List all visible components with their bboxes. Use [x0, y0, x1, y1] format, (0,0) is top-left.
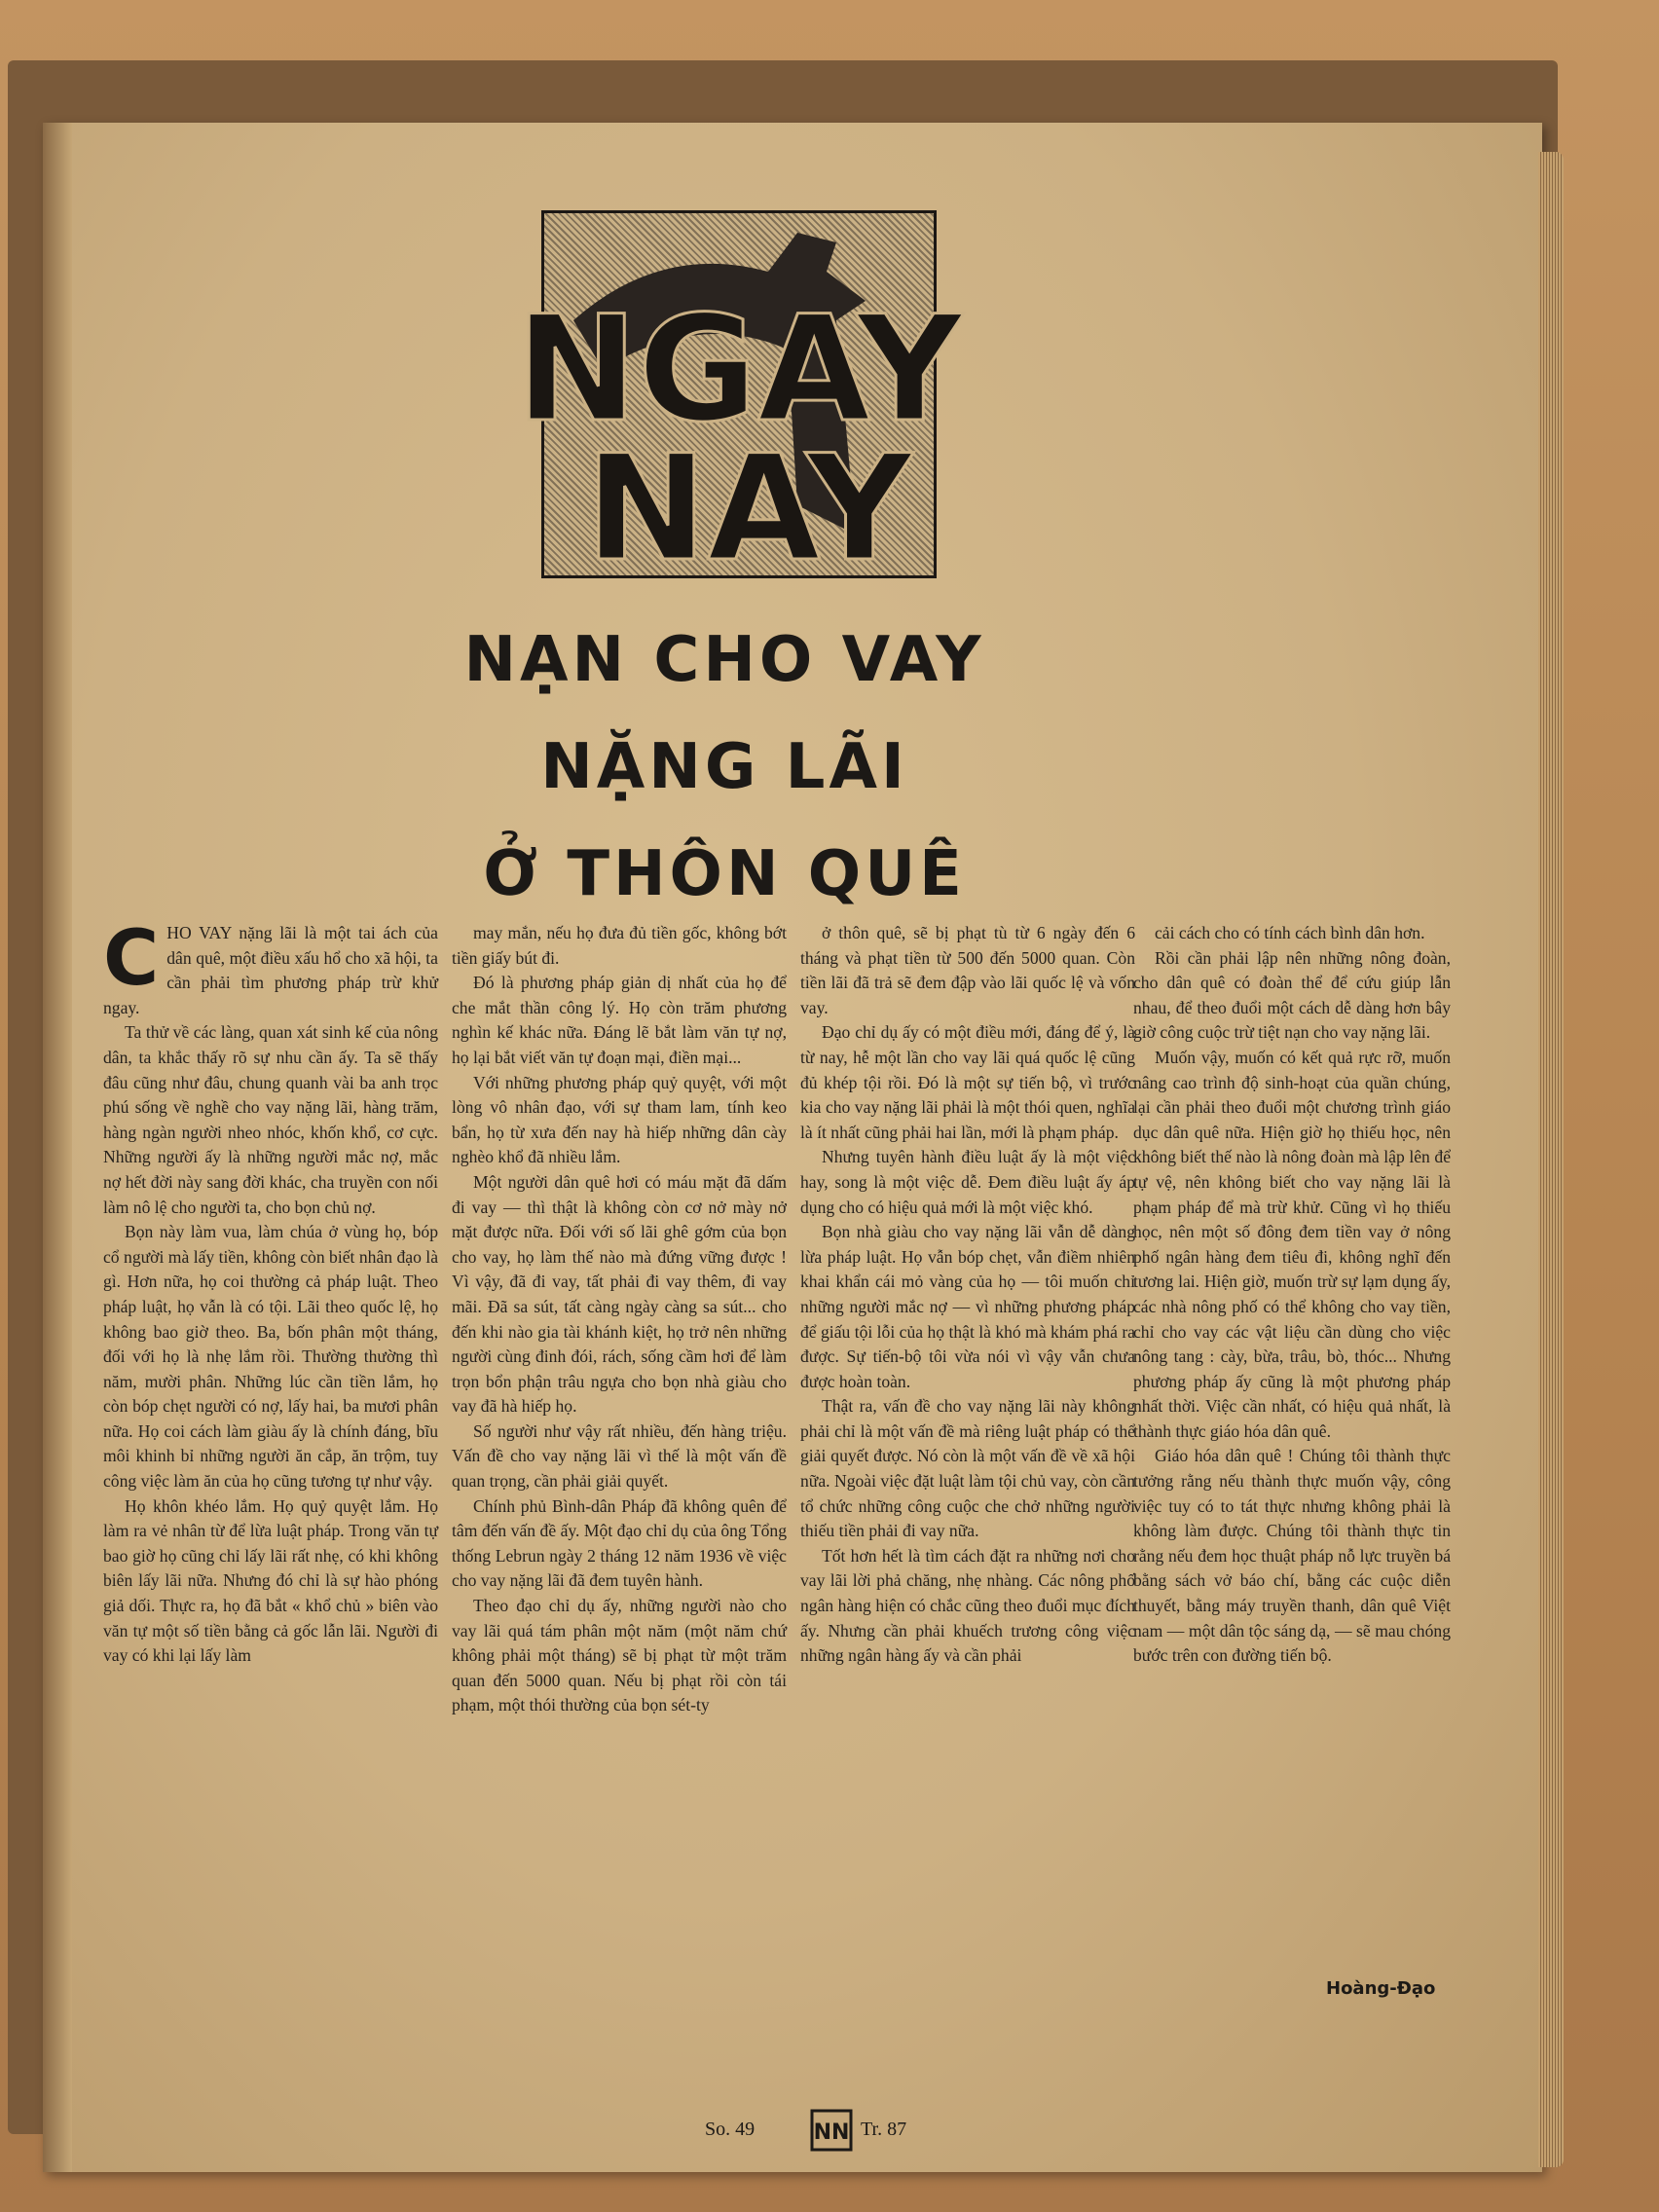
article-paragraph: Nhưng tuyên hành điều luật ấy là một việc hay, song là một việc dễ. Đem điều luật ấy áp dụng cho có hiệu quả mới là một việc khó.	[800, 1147, 1135, 1217]
page-footer	[705, 2109, 958, 2152]
article-paragraph: Thật ra, vấn đề cho vay nặng lãi này không phải chỉ là một vấn đề mà riêng luật pháp có thể giải quyết được. Nó còn là một vấn đề về xã hội nữa. Ngoài việc đặt luật làm tội chủ vay, còn cần tổ chức những công cuộc che chở những người thiếu tiền phải đi vay nữa.	[800, 1396, 1135, 1541]
article-paragraph: Giáo hóa dân quê ! Chúng tôi thành thực tưởng rằng nếu thành thực muốn vậy, công việc tuy có to tát thực nhưng không phải là không làm được. Chúng tôi thành thực tin rằng nếu đem học thuật pháp nỗ lực truyền bá bằng sách vở báo chí, bằng các cuộc diễn thuyết, bằng máy truyền thanh, dân quê Việt nam — một dân tộc sáng dạ, — sẽ mau chóng bước trên con đường tiến bộ.	[1133, 1446, 1451, 1666]
drop-cap: C	[103, 915, 160, 1003]
headline-line-2: NẶNG LÃI	[540, 731, 908, 803]
article-paragraph: Với những phương pháp quỷ quyệt, với một lòng vô nhân đạo, với sự tham lam, tính keo bẩn, họ từ xưa đến nay hà hiếp những dân cày nghèo khổ đã nhiều lắm.	[452, 1072, 787, 1167]
article-column-4	[1133, 921, 1451, 1669]
article-column-2	[452, 921, 787, 1718]
page-binding	[43, 123, 72, 2172]
article-paragraph: Một người dân quê hơi có máu mặt đã dấm đi vay — thì thật là không còn cơ nở mày nở mặt được nữa. Đối với số lãi ghê gớm của bọn cho vay, họ làm thế nào mà đứng vững được ! Vì vậy, đã đi vay, tất phải đi vay thêm, đi vay mãi. Đã sa sút, tất càng ngày càng sa sút... cho đến khi nào gia tài khánh kiệt, họ trở nên những người cùng đinh đói, rách, sống cầm hơi để làm trọn bổn phận trâu ngựa cho bọn nhà giàu cho vay đã hà hiếp họ.	[452, 1171, 787, 1417]
eagle-emblem-icon	[515, 213, 963, 594]
article-paragraph: may mắn, nếu họ đưa đủ tiền gốc, không bớt tiền giấy bút đi.	[452, 923, 787, 968]
article-paragraph: HO VAY nặng lãi là một tai ách của dân quê, một điều xấu hổ cho xã hội, ta cần phải tìm phương pháp trừ khử ngay.	[103, 923, 438, 1017]
article-paragraph: Chính phủ Bình-dân Pháp đã không quên để tâm đến vấn đề ấy. Một đạo chỉ dụ của ông Tổng thống Lebrun ngày 2 tháng 12 năm 1936 về việc cho vay nặng lãi đã đem tuyên hành.	[452, 1495, 787, 1591]
article-paragraph: Muốn vậy, muốn có kết quả rực rỡ, muốn nâng cao trình độ sinh-hoạt của quần chúng, lại cần phải theo đuổi một chương trình giáo dục dân quê nữa. Hiện giờ họ thiếu học, nên không biết thế nào là nông đoàn mà lập lên để tự vệ, nên không biết cho vay nặng lãi là phạm pháp để mà trừ khử. Cũng vì họ thiếu học, nên một số đông đem tiền vay ở nông phố ngân hàng đem tiêu đi, không nghĩ đến tương lai. Hiện giờ, muốn trừ sự lạm dụng ấy, các nhà nông phố có thể không cho vay tiền, chỉ cho vay các vật liệu cần dùng cho việc nông tang : cày, bừa, trâu, bò, thóc... Nhưng phương pháp ấy cũng là một phương pháp nhất thời. Việc cần nhất, có hiệu quả nhất, là thành thực giáo hóa dân quê.	[1133, 1047, 1451, 1441]
article-paragraph: Bọn này làm vua, làm chúa ở vùng họ, bóp cổ người mà lấy tiền, không còn biết nhân đạo là gì. Hơn nữa, họ coi thường cả pháp luật. Theo pháp luật, họ vẫn là có tội. Lãi theo quốc lệ, họ không bao giờ theo. Ba, bốn phân một tháng, đối với họ là nhẹ lắm rồi. Thường thường thì năm, mười phân. Những lúc cần tiền lắm, họ còn bóp chẹt người có nợ, lấy hai, ba mươi phân nữa. Họ coi cách làm giàu ấy là chính đáng, bĩu môi khinh bỉ những người ăn cắp, ăn trộm, tuy công việc làm ăn của họ cũng tương tự như vậy.	[103, 1222, 438, 1492]
article-column-1	[103, 915, 438, 1669]
author-byline: Hoàng-Đạo	[1326, 1978, 1436, 1999]
article-column-3	[800, 921, 1135, 1669]
article-paragraph: cải cách cho có tính cách bình dân hơn.	[1155, 923, 1425, 942]
page-stack-edge	[1538, 152, 1564, 2167]
article-paragraph: Tốt hơn hết là tìm cách đặt ra những nơi cho vay lãi lời phả chăng, nhẹ nhàng. Các nông phố ngân hàng hiện có chắc cũng theo đuổi mục đích ấy. Nhưng cần phải khuếch trương công việc những ngân hàng ấy và cần phải	[800, 1545, 1135, 1666]
masthead-word-ngay: NGAY	[515, 285, 963, 455]
masthead-word-nay: NAY	[585, 424, 912, 594]
nn-logo-text: NN	[813, 2120, 850, 2145]
article-paragraph: Bọn nhà giàu cho vay nặng lãi vẫn dễ dàng lừa pháp luật. Họ vẫn bóp chẹt, vẫn điềm nhiên khai khẩn cái mỏ vàng của họ — tôi muốn chỉ những người mắc nợ — vì những phương pháp để giấu tội lỗi của họ thật là khó mà khám phá ra được. Sự tiến-bộ tôi vừa nói vì vậy vẫn chưa được hoàn toàn.	[800, 1222, 1135, 1391]
page-number: Tr. 87	[861, 2119, 907, 2140]
headline-line-1: NẠN CHO VAY	[463, 624, 985, 696]
masthead-logo	[515, 210, 963, 594]
article-paragraph: Rồi cần phải lập nên những nông đoàn, cho dân quê có đoàn thể để cứu giúp lẫn nhau, để theo đuổi một cách dễ dàng hơn bây giờ công cuộc trừ tiệt nạn cho vay nặng lãi.	[1133, 947, 1451, 1043]
nn-logo-icon	[810, 2109, 853, 2152]
bound-volume	[8, 60, 1558, 2145]
article-paragraph: Đạo chỉ dụ ấy có một điều mới, đáng để ý, là từ nay, hễ một lần cho vay lãi quá quốc lệ cũng đủ khép tội rồi. Đó là một sự tiến bộ, vì trước kia cho vay nặng lãi phải là một thói quen, nghĩa là ít nhất cũng phải hai lần, mới là phạm pháp.	[800, 1022, 1135, 1142]
article-paragraph: Họ khôn khéo lắm. Họ quỷ quyệt lắm. Họ làm ra vẻ nhân từ để lừa luật pháp. Trong văn tự bao giờ họ cũng chỉ lấy lãi rất nhẹ, có khi không biên lấy lãi nữa. Nhưng đó chỉ là sự hào phóng giả dối. Thực ra, họ đã bắt « khổ chủ » biên vào văn tự một số tiền bằng cả gốc lẫn lãi. Người đi vay có khi lại lấy làm	[103, 1495, 438, 1666]
magazine-page	[43, 123, 1542, 2172]
article-paragraph: Ta thử về các làng, quan xát sinh kế của nông dân, ta khắc thấy rõ sự nhu cần ấy. Ta sẽ thấy đâu cũng như đâu, chung quanh vài ba anh trọc phú sống về nghề cho vay nặng lãi, hàng trăm, hàng ngàn người nheo nhóc, khốn khổ, cơ cực. Những người ấy là những người mắc nợ, mắc nợ hết đời này sang đời khác, cha truyền con nối làm nô lệ cho người ta, cho bọn chủ nợ.	[103, 1022, 438, 1217]
headline-line-3: Ở THÔN QUÊ	[483, 838, 966, 910]
article-paragraph: Theo đạo chỉ dụ ấy, những người nào cho vay lãi quá tám phân một năm (một năm chứ không phải một tháng) sẽ bị phạt từ một trăm quan đến 5000 quan. Nếu bị phạt rồi còn tái phạm, một thói thường của bọn sét-ty	[452, 1596, 787, 1715]
article-paragraph: Số người như vậy rất nhiều, đến hàng triệu. Vấn đề cho vay nặng lãi vì thế là một vấn đề quan trọng, cần phải giải quyết.	[452, 1420, 787, 1492]
article-paragraph: ở thôn quê, sẽ bị phạt tù từ 6 ngày đến 6 tháng và phạt tiền từ 500 đến 5000 quan. Còn tiền lãi đã trả sẽ đem đập vào lãi quốc lệ và vốn vay.	[800, 923, 1135, 1017]
article-paragraph: Đó là phương pháp giản dị nhất của họ để che mắt thần công lý. Họ còn trăm phương nghìn kế khác nữa. Đáng lẽ bắt làm văn tự nợ, họ lại bắt viết văn tự đoạn mại, điền mại...	[452, 973, 787, 1067]
issue-number: So. 49	[705, 2119, 756, 2140]
